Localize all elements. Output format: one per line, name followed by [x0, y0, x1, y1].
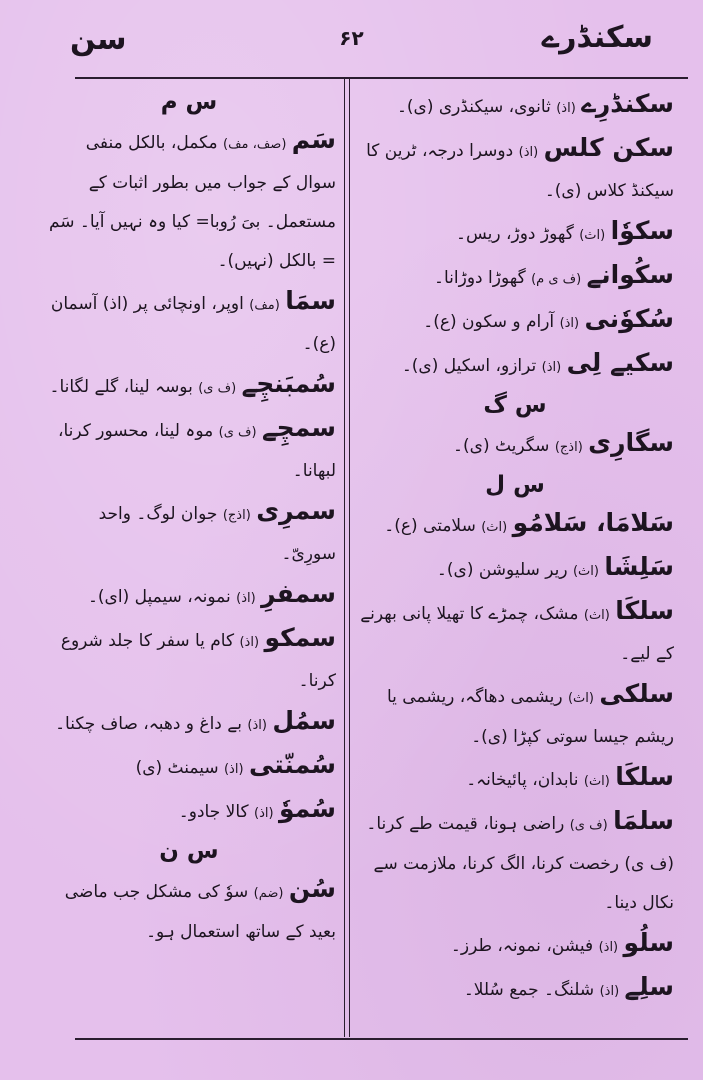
header-rule [75, 77, 688, 79]
entry-headword: سَم [291, 125, 336, 154]
entry-definition: گھوڑا دوڑانا۔ [434, 268, 526, 288]
right-column [356, 84, 674, 1032]
dictionary-entry [356, 255, 674, 299]
dictionary-entry [356, 967, 674, 1011]
entry-headword: سَلِشَا [604, 552, 674, 581]
entry-grammar-label: (اذ) [247, 718, 267, 733]
header-first-word: سکنڈرے [541, 20, 653, 55]
entry-definition: بوسہ لینا، گلے لگانا۔ [49, 377, 193, 397]
entry-headword: سکن کلس [543, 133, 674, 162]
entry-headword: سلُو [623, 928, 674, 957]
entry-grammar-label: (اذ) [236, 591, 256, 606]
entry-headword: سُکوٗنی [584, 304, 674, 333]
dictionary-entry [356, 128, 674, 211]
entry-definition: فیشن، نمونہ، طرز۔ [450, 936, 594, 956]
dictionary-entry [42, 789, 336, 833]
entry-definition: جوان لوگ۔ واحد سورِیّ۔ [98, 504, 336, 564]
entry-definition: سوٗ کی مشکل جب ماضی بعید کے ساتھ استعمال ہو۔ [64, 882, 336, 942]
dictionary-entry [42, 364, 336, 408]
entry-headword: سُمبَنچِے [241, 369, 336, 398]
dictionary-entry [42, 701, 336, 745]
entry-definition: بے داغ و دھبہ، صاف چکنا۔ [55, 714, 242, 734]
dictionary-entry [42, 408, 336, 491]
entry-grammar-label: (ف ی م) [531, 272, 582, 287]
entry-headword: سکیے لِی [566, 348, 674, 377]
dictionary-entry [42, 491, 336, 574]
entry-headword: سلکَا [615, 762, 674, 791]
entry-definition: راضی ہونا، قیمت طے کرنا۔ (ف ی) رخصت کرنا، الگ کرنا، ملازمت سے نکال دینا۔ [366, 814, 674, 913]
dictionary-entry [42, 869, 336, 952]
entry-grammar-label: (اذ) [254, 806, 274, 821]
entry-headword: سمرِی [256, 496, 336, 525]
dictionary-entry [356, 84, 674, 128]
entry-grammar-label: (اذ) [223, 762, 244, 777]
dictionary-entry [356, 211, 674, 255]
entry-headword: سمچِے [261, 413, 336, 442]
entry-definition: سلامتی (ع)۔ [384, 516, 476, 536]
entry-grammar-label: (اذ) [518, 145, 539, 160]
section-heading: س ل [485, 472, 545, 498]
dictionary-entry [356, 674, 674, 757]
entry-grammar-label: (ف ی) [218, 425, 257, 440]
entry-definition: دوسرا درجہ، ٹرین کا سیکنڈ کلاس (ی)۔ [366, 141, 674, 201]
entry-headword: سلکَا [615, 596, 674, 625]
entry-grammar-label: (ف ی) [198, 381, 237, 396]
footer-rule [75, 1038, 688, 1040]
entry-grammar-label: (اذ) [598, 940, 619, 955]
entry-grammar-label: (اث) [567, 691, 594, 706]
entry-headword: سکوٗا [610, 216, 674, 245]
entry-headword: سمُل [272, 706, 336, 735]
entry-headword: سمَا [285, 286, 336, 315]
entry-headword: سُن [288, 874, 336, 903]
dictionary-entry [356, 503, 674, 547]
dictionary-entry [356, 591, 674, 674]
entry-definition: ریر سلیوشن (ی)۔ [436, 560, 568, 580]
left-column [42, 84, 336, 1032]
entry-grammar-label: (ف ی) [569, 818, 608, 833]
dictionary-entry [356, 801, 674, 923]
entry-grammar-label: (ضم) [253, 886, 284, 901]
dictionary-entry [42, 120, 336, 281]
entry-definition: موہ لینا، محسور کرنا، لبھانا۔ [57, 421, 336, 481]
page-number: ۶۲ [339, 26, 364, 50]
header-last-word: سن [70, 22, 127, 57]
entry-definition: کالا جادو۔ [178, 802, 249, 822]
entry-headword: سگارِی [588, 428, 674, 457]
dictionary-entry [356, 547, 674, 591]
dictionary-entry [356, 343, 674, 387]
entry-headword: سلکی [599, 679, 674, 708]
entry-headword: سمکو [264, 623, 336, 652]
entry-definition: مکمل، بالکل منفی سوال کے جواب میں بطور اثبات کے مستعمل۔ بیَ رُوبا= کیا وہ نہیں آیا۔ سَم = بالکل (نہیں)۔ [48, 133, 336, 271]
entry-definition: سگریٹ (ی)۔ [453, 436, 550, 456]
entry-definition: سیمنٹ (ی) [135, 758, 219, 778]
entry-definition: ترازو، اسکیل (ی)۔ [401, 356, 537, 376]
entry-headword: سکنڈرِے [581, 89, 674, 118]
dictionary-entry [356, 923, 674, 967]
entry-definition: نابدان، پائیخانہ۔ [466, 770, 579, 790]
entry-headword: سلمَا [613, 806, 674, 835]
dictionary-entry [356, 757, 674, 801]
entry-definition: ریشمی دھاگہ، ریشمی یا ریشم جیسا سوتی کپڑا (ی)۔ [386, 687, 674, 747]
entry-grammar-label: (اث) [583, 774, 610, 789]
entry-grammar-label: (صف، مف) [223, 137, 287, 152]
entry-definition: ثانوی، سیکنڈری (ی)۔ [396, 97, 551, 117]
entry-headword: سَلامَا، سَلامُو [512, 508, 674, 537]
entry-grammar-label: (اث) [579, 228, 606, 243]
entry-headword: سُمنّتی [248, 750, 336, 779]
column-divider [344, 79, 345, 1037]
entry-headword: سُموٗ [278, 794, 336, 823]
section-heading: س ن [159, 838, 219, 864]
entry-definition: نمونہ، سیمپل (ای)۔ [87, 587, 231, 607]
entry-definition: مشک، چمڑے کا تھیلا پانی بھرنے کے لیے۔ [360, 604, 674, 664]
entry-grammar-label: (اث) [572, 564, 599, 579]
column-divider-inner [349, 79, 350, 1037]
dictionary-entry [356, 423, 674, 467]
entry-grammar-label: (اذج) [222, 508, 251, 523]
entry-grammar-label: (اث) [481, 520, 508, 535]
entry-definition: کام یا سفر کا جلد شروع کرنا۔ [60, 631, 336, 691]
entry-definition: گھوڑ دوڑ، ریس۔ [456, 224, 574, 244]
section-heading: س گ [483, 392, 547, 418]
entry-grammar-label: (اذ) [541, 360, 562, 375]
entry-grammar-label: (اذ) [559, 316, 580, 331]
entry-grammar-label: (مف) [249, 298, 280, 313]
entry-definition: آرام و سکون (ع)۔ [423, 312, 555, 332]
entry-headword: سمفرِ [261, 579, 336, 608]
section-heading: س م [160, 89, 218, 115]
dictionary-entry [42, 574, 336, 618]
dictionary-entry [42, 618, 336, 701]
entry-grammar-label: (اث) [583, 608, 610, 623]
page-header [40, 20, 663, 70]
entry-headword: سکُوانے [586, 260, 674, 289]
entry-grammar-label: (اذ) [239, 635, 260, 650]
entry-definition: اوپر، اونچائی پر (اذ) آسمان (ع)۔ [50, 294, 336, 354]
dictionary-entry [42, 745, 336, 789]
dictionary-entry [42, 281, 336, 364]
entry-grammar-label: (اذ) [556, 101, 576, 116]
entry-headword: سلِے [624, 972, 674, 1001]
entry-grammar-label: (اذ) [599, 984, 620, 999]
entry-grammar-label: (اذج) [554, 440, 583, 455]
entry-definition: شلنگ۔ جمع سُللا۔ [463, 980, 595, 1000]
dictionary-entry [356, 299, 674, 343]
